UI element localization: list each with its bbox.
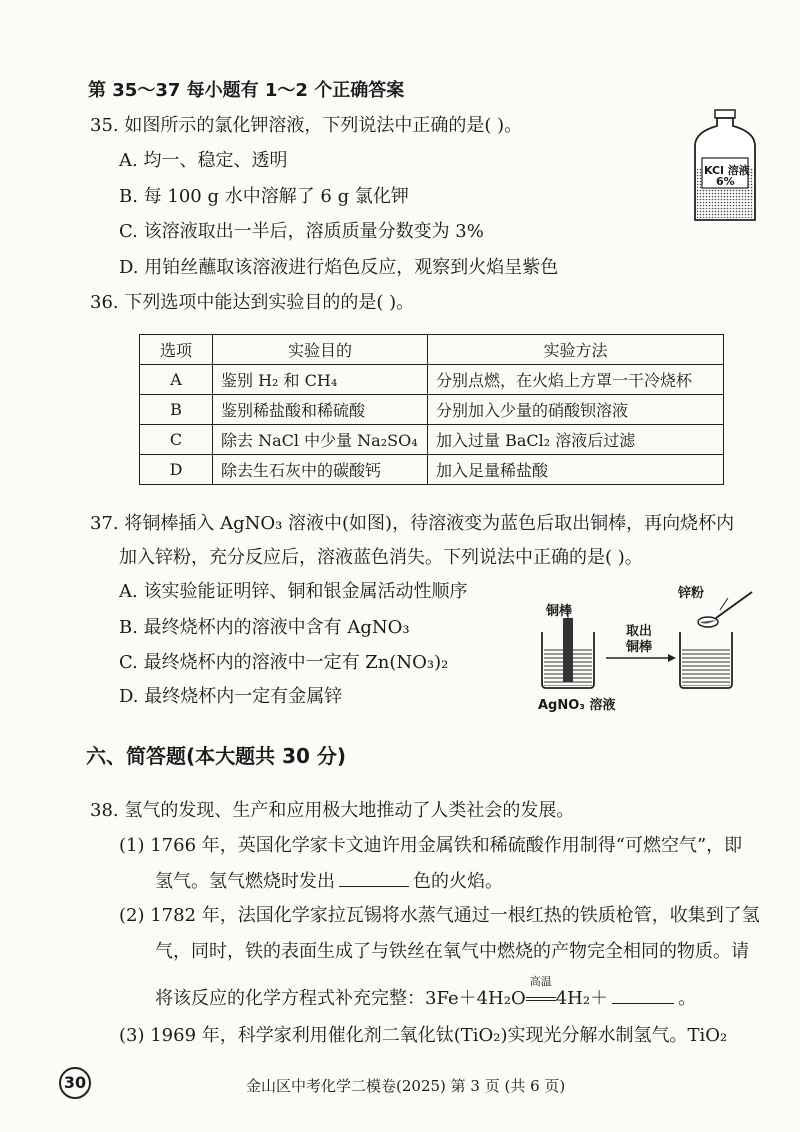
q38-p3-line1: (3) 1969 年，科学家利用催化剂二氧化钛(TiO₂)实现光分解水制氢气。TiO₂: [119, 1025, 728, 1046]
copper-zinc-figure: [530, 580, 760, 720]
condition-text: 高温: [529, 975, 552, 988]
equation-product-blank[interactable]: [612, 987, 674, 1004]
experiment-table: [139, 334, 724, 485]
q35-option-a: A. 均一、稳定、透明: [119, 150, 288, 171]
flame-color-blank[interactable]: [339, 870, 409, 887]
header-option: 选项: [140, 335, 213, 365]
table-row: [140, 425, 724, 455]
q38-p2-text-b: 4H₂＋: [555, 988, 609, 1009]
q35-option-b: B. 每 100 g 水中溶解了 6 g 氯化钾: [119, 186, 409, 207]
footer-text: 金山区中考化学二模卷(2025) 第 3 页 (共 6 页): [246, 1077, 566, 1095]
row-method: 加入足量稀盐酸: [428, 455, 724, 485]
kcl-bottle-figure: [690, 108, 760, 228]
row-option: D: [140, 455, 213, 485]
q37-stem-line2: 加入锌粉，充分反应后，溶液蓝色消失。下列说法中正确的是( )。: [119, 547, 643, 568]
equals-sign: [526, 997, 556, 1001]
row-method: 分别点燃，在火焰上方罩一干冷烧杯: [428, 365, 724, 395]
section-note: 第 35～37 每小题有 1～2 个正确答案: [88, 80, 405, 101]
label-arrow-line2: 铜棒: [626, 640, 653, 655]
bottle-label-percent: 6%: [716, 175, 735, 188]
q38-p2-line3: [155, 975, 697, 1010]
label-agno3-solution: AgNO₃ 溶液: [538, 698, 616, 713]
q35-option-d: D. 用铂丝蘸取该溶液进行焰色反应，观察到火焰呈紫色: [119, 257, 559, 278]
reaction-condition: [526, 975, 556, 1010]
row-aim: 鉴别 H₂ 和 CH₄: [213, 365, 428, 395]
q38-p2-line2: 气，同时，铁的表面生成了与铁丝在氧气中燃烧的产物完全相同的物质。请: [155, 941, 749, 962]
q38-p2-text-a: 将该反应的化学方程式补充完整：3Fe＋4H₂O: [155, 988, 526, 1009]
row-option: A: [140, 365, 213, 395]
q38-p2-text-c: 。: [678, 988, 697, 1009]
row-option: C: [140, 425, 213, 455]
q37-option-a: A. 该实验能证明锌、铜和银金属活动性顺序: [119, 581, 468, 602]
q38-stem: 38. 氢气的发现、生产和应用极大地推动了人类社会的发展。: [90, 800, 575, 821]
q35-option-c: C. 该溶液取出一半后，溶质质量分数变为 3%: [119, 221, 484, 242]
row-method: 分别加入少量的硝酸钡溶液: [428, 395, 724, 425]
q37-option-d: D. 最终烧杯内一定有金属锌: [119, 686, 343, 707]
row-aim: 鉴别稀盐酸和稀硫酸: [213, 395, 428, 425]
table-header-row: [140, 335, 724, 365]
label-arrow-line1: 取出: [626, 624, 653, 639]
header-method: 实验方法: [428, 335, 724, 365]
table-row: [140, 455, 724, 485]
q37-stem-line1: 37. 将铜棒插入 AgNO₃ 溶液中(如图)，待溶液变为蓝色后取出铜棒，再向烧杯内: [90, 513, 735, 534]
label-zinc-powder: 锌粉: [678, 586, 705, 601]
q37-option-c: C. 最终烧杯内的溶液中一定有 Zn(NO₃)₂: [119, 652, 449, 673]
table-row: [140, 395, 724, 425]
table-row: [140, 365, 724, 395]
row-aim: 除去 NaCl 中少量 Na₂SO₄: [213, 425, 428, 455]
q37-option-b: B. 最终烧杯内的溶液中含有 AgNO₃: [119, 617, 410, 638]
page-number-badge: 30: [59, 1067, 91, 1099]
section6-title: 六、简答题(本大题共 30 分): [86, 744, 347, 768]
q38-p1-line2: [155, 870, 503, 893]
row-option: B: [140, 395, 213, 425]
row-aim: 除去生石灰中的碳酸钙: [213, 455, 428, 485]
row-method: 加入过量 BaCl₂ 溶液后过滤: [428, 425, 724, 455]
q38-p1-line1: (1) 1766 年，英国化学家卡文迪许用金属铁和稀硫酸作用制得“可燃空气”，即: [119, 835, 743, 856]
header-aim: 实验目的: [213, 335, 428, 365]
q38-p1-text-b: 色的火焰。: [413, 871, 503, 892]
label-copper-rod: 铜棒: [546, 604, 573, 619]
q35-stem: 35. 如图所示的氯化钾溶液，下列说法中正确的是( )。: [90, 115, 523, 136]
bottle-label-name: KCl 溶液: [704, 164, 750, 177]
q38-p1-text-a: 氢气。氢气燃烧时发出: [155, 871, 335, 892]
q38-p2-line1: (2) 1782 年，法国化学家拉瓦锡将水蒸气通过一根红热的铁质枪管，收集到了氢: [119, 905, 760, 926]
q36-stem: 36. 下列选项中能达到实验目的的是( )。: [90, 292, 415, 313]
